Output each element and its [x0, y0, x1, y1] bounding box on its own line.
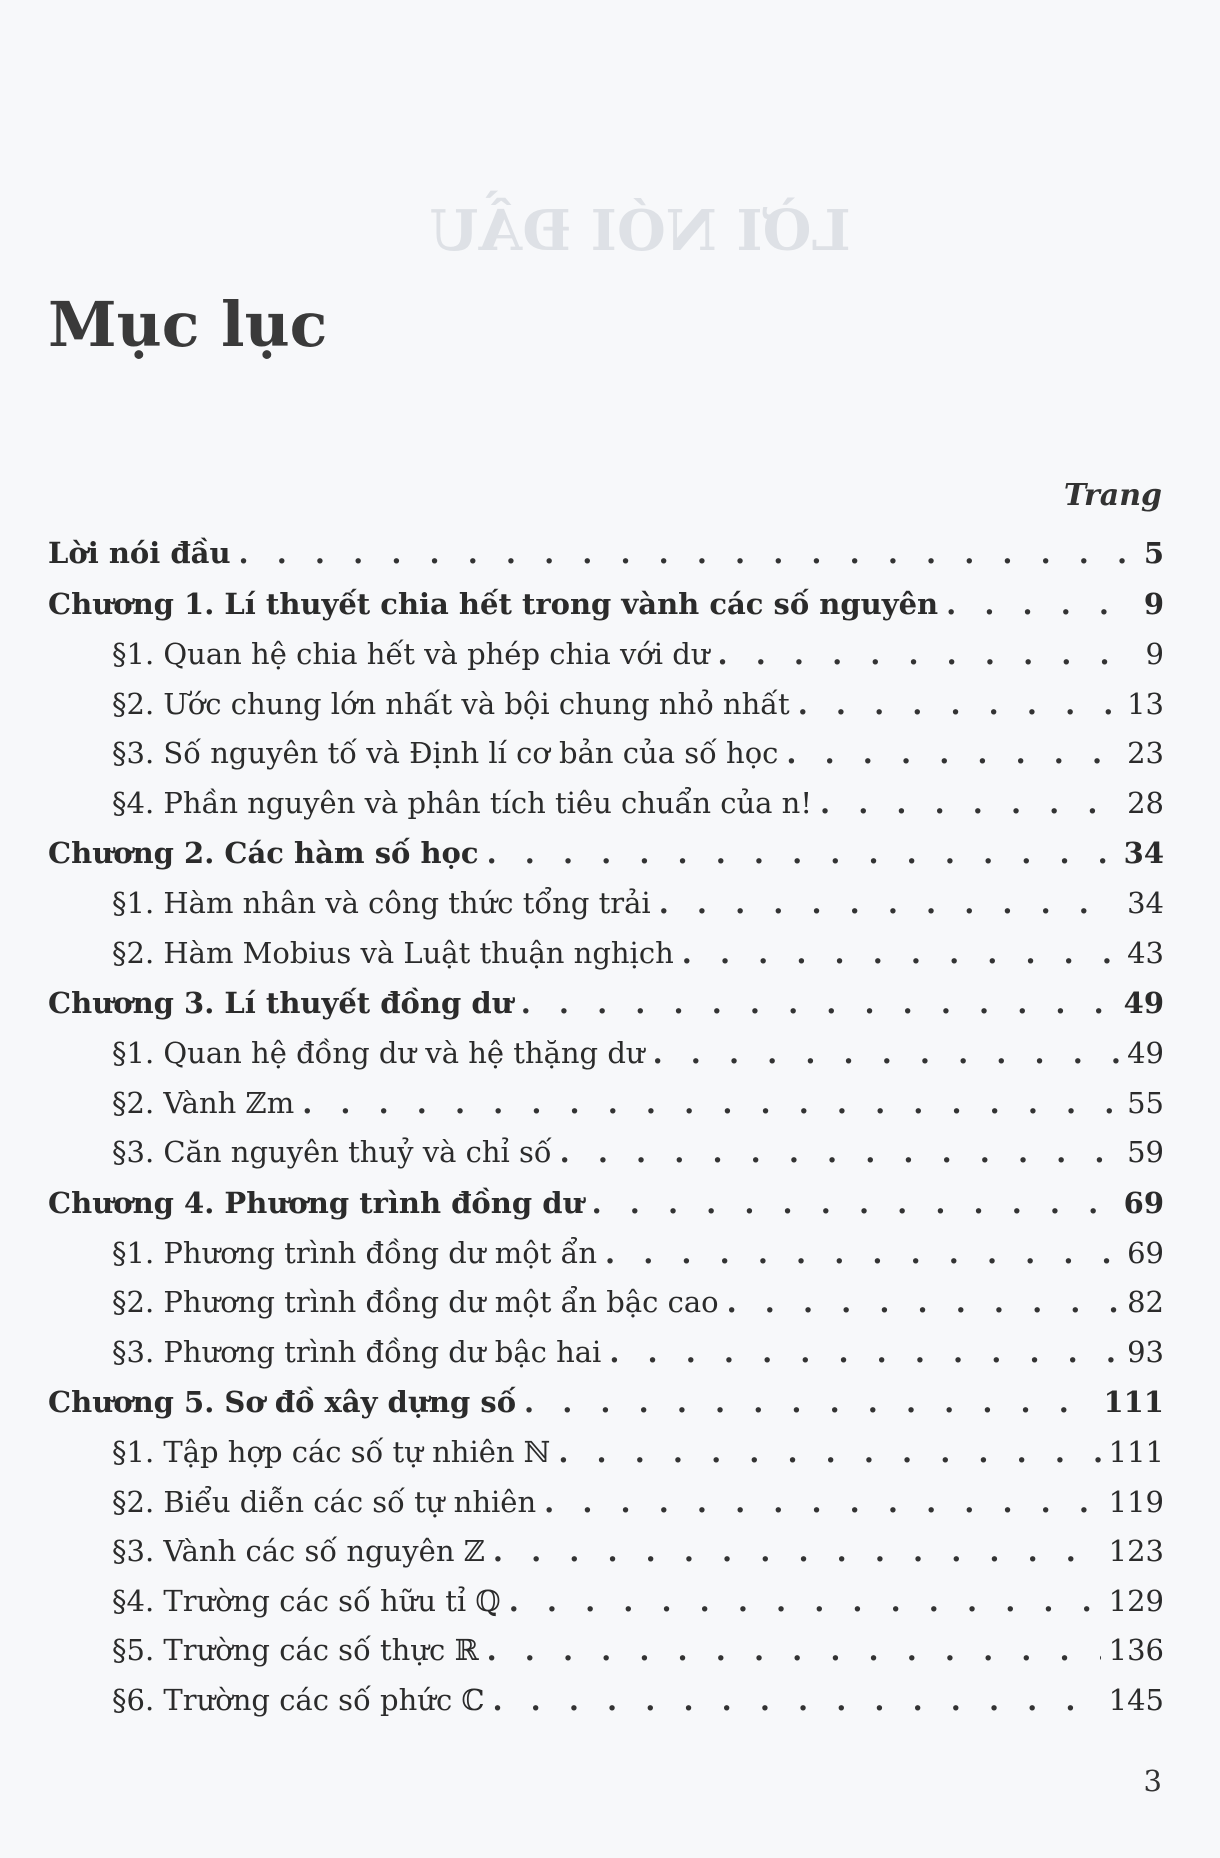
toc-entry-label: Chương 5. Sơ đồ xây dựng số: [48, 1385, 517, 1419]
toc-entry-page: 9: [1145, 637, 1164, 671]
toc-chapter-entry: [48, 1178, 1164, 1229]
dot-leader: [560, 1128, 1119, 1178]
toc-entry-label: §4. Trường các số hữu tỉ ℚ: [112, 1583, 501, 1618]
toc-section-entry: [48, 1577, 1164, 1627]
toc-entry-label: Chương 1. Lí thuyết chia hết trong vành các số nguyên: [48, 587, 939, 621]
toc-entry-label: §2. Ước chung lớn nhất và bội chung nhỏ nhất: [112, 686, 790, 721]
toc-section-entry: [48, 630, 1164, 680]
toc-entry-page: 111: [1103, 1385, 1164, 1419]
toc-entry-page: 111: [1108, 1435, 1164, 1469]
toc-entry-label: §2. Biểu diễn các số tự nhiên: [112, 1484, 537, 1519]
toc-section-entry: [48, 779, 1164, 829]
toc-entry-label: §1. Tập hợp các số tự nhiên ℕ: [112, 1435, 551, 1469]
toc-section-entry: [48, 1527, 1164, 1577]
toc-section-entry: [48, 729, 1164, 779]
toc-entry-page: 55: [1127, 1085, 1164, 1120]
dot-leader: [524, 1377, 1095, 1428]
toc-entry-label: §3. Căn nguyên thuỷ và chỉ số: [112, 1135, 552, 1169]
toc-entry-page: 59: [1127, 1135, 1164, 1169]
toc-entry-label: §3. Phương trình đồng dư bậc hai: [112, 1334, 602, 1369]
toc-section-entry: [48, 680, 1164, 730]
toc-entry-page: 123: [1108, 1534, 1164, 1568]
toc-section-entry: [48, 879, 1164, 929]
dot-leader: [493, 1527, 1101, 1577]
page-title: Mục lục: [48, 288, 328, 361]
dot-leader: [558, 1428, 1100, 1478]
dot-leader: [509, 1577, 1101, 1627]
toc-chapter-entry: [48, 828, 1164, 879]
toc-section-entry: [48, 1229, 1164, 1279]
show-through-text: LỜI NÓI ĐẦU: [430, 198, 851, 264]
toc-section-entry: [48, 1328, 1164, 1378]
dot-leader: [492, 1676, 1100, 1726]
toc-section-entry: [48, 929, 1164, 979]
dot-leader: [487, 828, 1116, 879]
toc-section-entry: [48, 1128, 1164, 1178]
toc-entry-page: 119: [1108, 1484, 1164, 1519]
dot-leader: [521, 978, 1116, 1029]
toc-entry-label: §1. Hàm nhân và công thức tổng trải: [112, 886, 651, 920]
toc-entry-page: 82: [1127, 1285, 1164, 1319]
toc-entry-label: §3. Số nguyên tố và Định lí cơ bản của số học: [112, 736, 779, 770]
toc-chapter-entry: [48, 978, 1164, 1029]
toc-entry-label: §2. Hàm Mobius và Luật thuận nghịch: [112, 935, 674, 970]
dot-leader: [653, 1029, 1120, 1079]
dot-leader: [820, 779, 1119, 829]
toc-entry-label: §2. Vành ℤm: [112, 1085, 295, 1120]
toc-entry-label: §1. Phương trình đồng dư một ẩn: [112, 1235, 598, 1270]
dot-leader: [302, 1079, 1119, 1129]
dot-leader: [659, 879, 1119, 929]
dot-leader: [786, 729, 1119, 779]
toc-entry-page: 28: [1127, 785, 1164, 820]
toc-entry-label: §4. Phần nguyên và phân tích tiêu chuẩn của n!: [112, 785, 812, 820]
toc-entry-page: 136: [1108, 1633, 1164, 1667]
toc-entry-page: 69: [1123, 1185, 1164, 1220]
toc-entry-label: §5. Trường các số thực ℝ: [112, 1633, 479, 1667]
toc-chapter-entry: [48, 528, 1164, 579]
page-column-header: Trang: [1063, 478, 1162, 513]
toc-entry-page: 49: [1127, 1036, 1164, 1070]
toc-entry-page: 34: [1123, 836, 1164, 870]
toc-entry-label: §2. Phương trình đồng dư một ẩn bậc cao: [112, 1285, 719, 1319]
dot-leader: [682, 929, 1119, 979]
toc-entry-page: 129: [1108, 1583, 1164, 1618]
dot-leader: [718, 630, 1126, 680]
toc-entry-label: §1. Quan hệ chia hết và phép chia với dư: [112, 637, 710, 671]
toc-section-entry: [48, 1676, 1164, 1726]
toc-entry-page: 9: [1143, 587, 1164, 621]
dot-leader: [798, 680, 1119, 730]
toc-entry-label: §3. Vành các số nguyên ℤ: [112, 1534, 485, 1568]
toc-entry-page: 93: [1127, 1334, 1164, 1369]
toc-entry-page: 145: [1108, 1682, 1164, 1717]
dot-leader: [727, 1278, 1120, 1328]
toc-section-entry: [48, 1428, 1164, 1478]
toc-entry-page: 5: [1143, 536, 1164, 570]
toc-entry-page: 43: [1127, 935, 1164, 970]
toc-entry-label: Chương 2. Các hàm số học: [48, 836, 479, 870]
toc-entry-label: Chương 4. Phương trình đồng dư: [48, 1185, 584, 1220]
toc-chapter-entry: [48, 1377, 1164, 1428]
dot-leader: [239, 528, 1126, 579]
toc-section-entry: [48, 1079, 1164, 1129]
toc-chapter-entry: [48, 579, 1164, 630]
dot-leader: [946, 579, 1126, 630]
toc-entry-page: 49: [1123, 986, 1164, 1020]
dot-leader: [592, 1178, 1116, 1229]
toc-section-entry: [48, 1478, 1164, 1528]
dot-leader: [487, 1626, 1101, 1676]
toc-section-entry: [48, 1278, 1164, 1328]
toc-entry-label: §1. Quan hệ đồng dư và hệ thặng dư: [112, 1036, 645, 1070]
toc-entry-label: Lời nói đầu: [48, 536, 231, 570]
toc-entry-label: Chương 3. Lí thuyết đồng dư: [48, 986, 513, 1020]
toc-entry-page: 34: [1127, 886, 1164, 920]
dot-leader: [605, 1229, 1119, 1279]
toc-entry-label: §6. Trường các số phức ℂ: [112, 1682, 485, 1717]
toc-entry-page: 69: [1127, 1235, 1164, 1270]
table-of-contents: [48, 528, 1164, 1725]
dot-leader: [609, 1328, 1119, 1378]
toc-entry-page: 13: [1127, 686, 1164, 721]
page-number: 3: [1143, 1764, 1162, 1798]
dot-leader: [544, 1478, 1101, 1528]
toc-section-entry: [48, 1626, 1164, 1676]
toc-section-entry: [48, 1029, 1164, 1079]
toc-entry-page: 23: [1127, 736, 1164, 770]
